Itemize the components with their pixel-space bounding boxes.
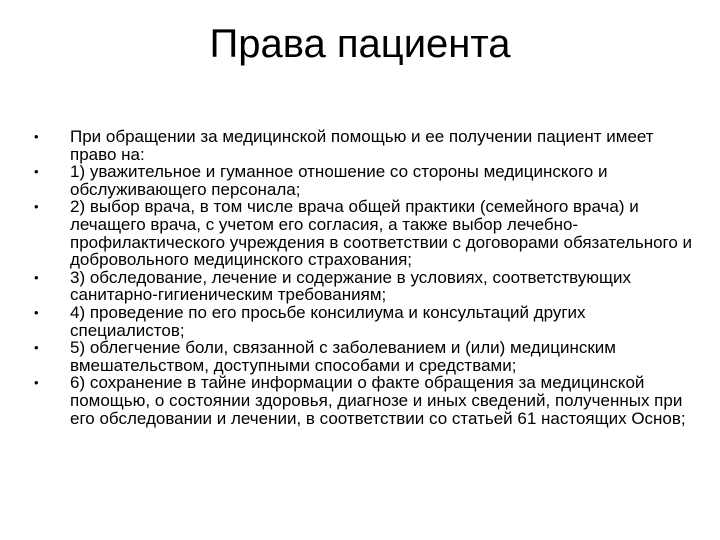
bullet-item — [34, 163, 694, 198]
slide-title: Права пациента — [209, 22, 511, 66]
bullet-text: При обращении за медицинской помощью и ее получении пациент имеет право на: — [70, 127, 654, 164]
bullet-text: 4) проведение по его просьбе консилиума и консультаций других специалистов; — [70, 302, 586, 340]
bullet-text: 3) обследование, лечение и содержание в условиях, соответствующих санитарно-гигиеническим требованиям; — [70, 267, 632, 305]
bullet-icon: • — [34, 375, 39, 391]
bullet-icon: • — [34, 164, 39, 180]
bullet-item — [34, 128, 694, 163]
bullet-list — [34, 128, 694, 427]
bullet-item — [34, 374, 694, 427]
bullet-item — [34, 339, 694, 374]
bullet-icon: • — [34, 304, 39, 320]
bullet-text: 1) уважительное и гуманное отношение со стороны медицинского и обслуживающего персонала; — [70, 162, 608, 199]
bullet-item — [34, 304, 694, 339]
bullet-item — [34, 269, 694, 304]
bullet-text: 6) сохранение в тайне информации о факте обращения за медицинской помощью, о состоянии здоровья, диагнозе и иных сведений, полученных при его обследовании и лечении, в соответствии со статьей 61 настоящих Основ; — [70, 373, 686, 428]
bullet-icon: • — [34, 340, 39, 356]
bullet-text: 2) выбор врача, в том числе врача общей практики (семейного врача) и лечащего врача, с учетом его согласия, а также выбор лечебно-профилактического учреждения в соответствии с договорами обязательного и добровольного медицинского страхования; — [70, 197, 693, 270]
bullet-icon: • — [34, 129, 39, 144]
bullet-icon: • — [34, 269, 39, 285]
bullet-item — [34, 198, 694, 268]
bullet-text: 5) облегчение боли, связанной с заболеванием и (или) медицинским вмешательством, доступными способами и средствами; — [70, 338, 616, 375]
bullet-icon: • — [34, 199, 39, 215]
